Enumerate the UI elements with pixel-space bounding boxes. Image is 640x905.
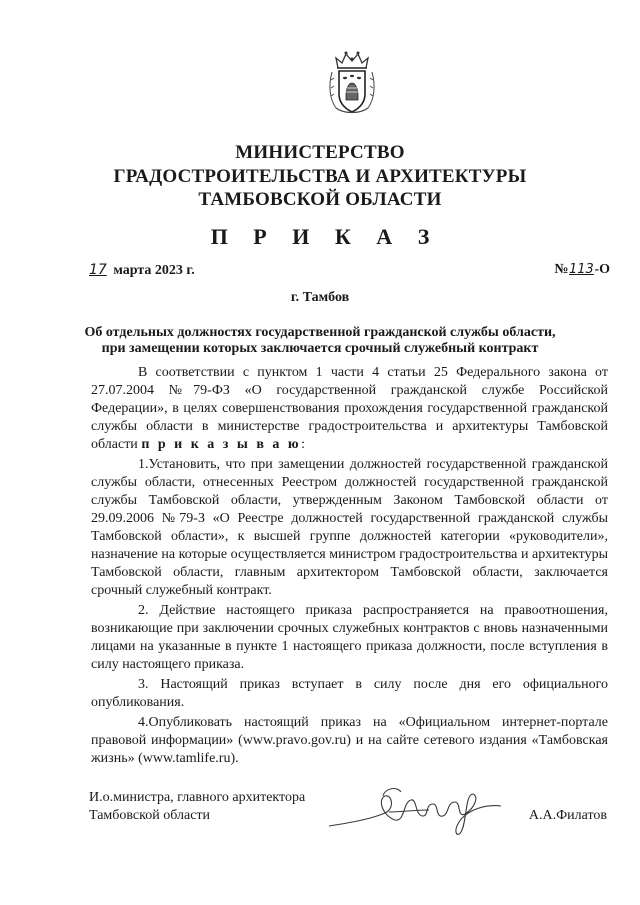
item-4-paragraph: 4.Опубликовать настоящий приказ на «Официальном интернет-портале правовой информации» (www.pravo.gov.ru) и на сайте сетевого издания «Тамбовская жизнь» (www.tamlife.ru). — [91, 715, 608, 766]
tambov-coat-of-arms-emblem — [326, 48, 378, 118]
order-subject — [80, 325, 560, 357]
number-suffix: -О — [594, 262, 610, 277]
order-body — [91, 364, 608, 770]
subject-line-1: Об отдельных должностях государственной гражданской службы области, — [84, 325, 556, 340]
ministry-name-line-2: ГРАДОСТРОИТЕЛЬСТВА И АРХИТЕКТУРЫ — [113, 166, 527, 187]
handwritten-number: 113 — [569, 262, 594, 277]
signer-position-line-2: Тамбовской области — [89, 808, 211, 823]
intro-colon: : — [301, 437, 306, 452]
intro-paragraph — [91, 364, 608, 454]
order-number — [554, 262, 610, 278]
handwritten-signature — [325, 782, 510, 840]
date-month-year: марта 2023 г. — [113, 263, 195, 278]
item-1-paragraph: 1.Установить, что при замещении должностей государственной гражданской службы области, отнесенных Реестром должностей государственной гражданской службы Тамбовской области, утвержденным Законом Тамбовской области от 29.09.2006 №79-З «О Реестре должностей государственной гражданской службы Тамбовской области», к высшей группе должностей категории «руководители», назначение на которые осуществляется министром градостроительства и архитектуры Тамбовской области, главным архитектором Тамбовской области, заключается срочный служебный контракт. — [91, 457, 608, 598]
signer-position-line-1: И.о.министра, главного архитектора — [89, 790, 306, 805]
number-sign: № — [554, 262, 569, 277]
document-type-title: П Р И К А З — [210, 224, 440, 249]
item-2-paragraph: 2. Действие настоящего приказа распространяется на правоотношения, возникающие при заключении срочных служебных контрактов с вновь назначенными лицами на указанные в пункте 1 настоящего приказа должности, после вступления в силу настоящего приказа. — [91, 603, 608, 672]
signer-position — [89, 789, 305, 825]
intro-text: В соответствии с пунктом 1 части 4 статьи 25 Федерального закона от 27.07.2004 №79-ФЗ «О государственной гражданской службе Российской Федерации», в целях совершенствования прохождения государственной гражданской службы области в министерстве градостроительства и архитектуры Тамбовской области — [91, 365, 608, 452]
order-date — [89, 262, 195, 279]
item-3-paragraph: 3. Настоящий приказ вступает в силу после дня его официального опубликования. — [91, 677, 608, 710]
ministry-name-line-3: ТАМБОВСКОЙ ОБЛАСТИ — [198, 189, 442, 210]
signer-name: А.А.Филатов — [528, 808, 607, 823]
order-keyword: п р и к а з ы в а ю — [141, 437, 302, 452]
city-line: г. Тамбов — [290, 290, 350, 305]
handwritten-day: 17 — [89, 262, 107, 278]
subject-line-2: при замещении которых заключается срочный служебный контракт — [101, 341, 539, 356]
ministry-name-line-1: МИНИСТЕРСТВО — [235, 142, 405, 163]
